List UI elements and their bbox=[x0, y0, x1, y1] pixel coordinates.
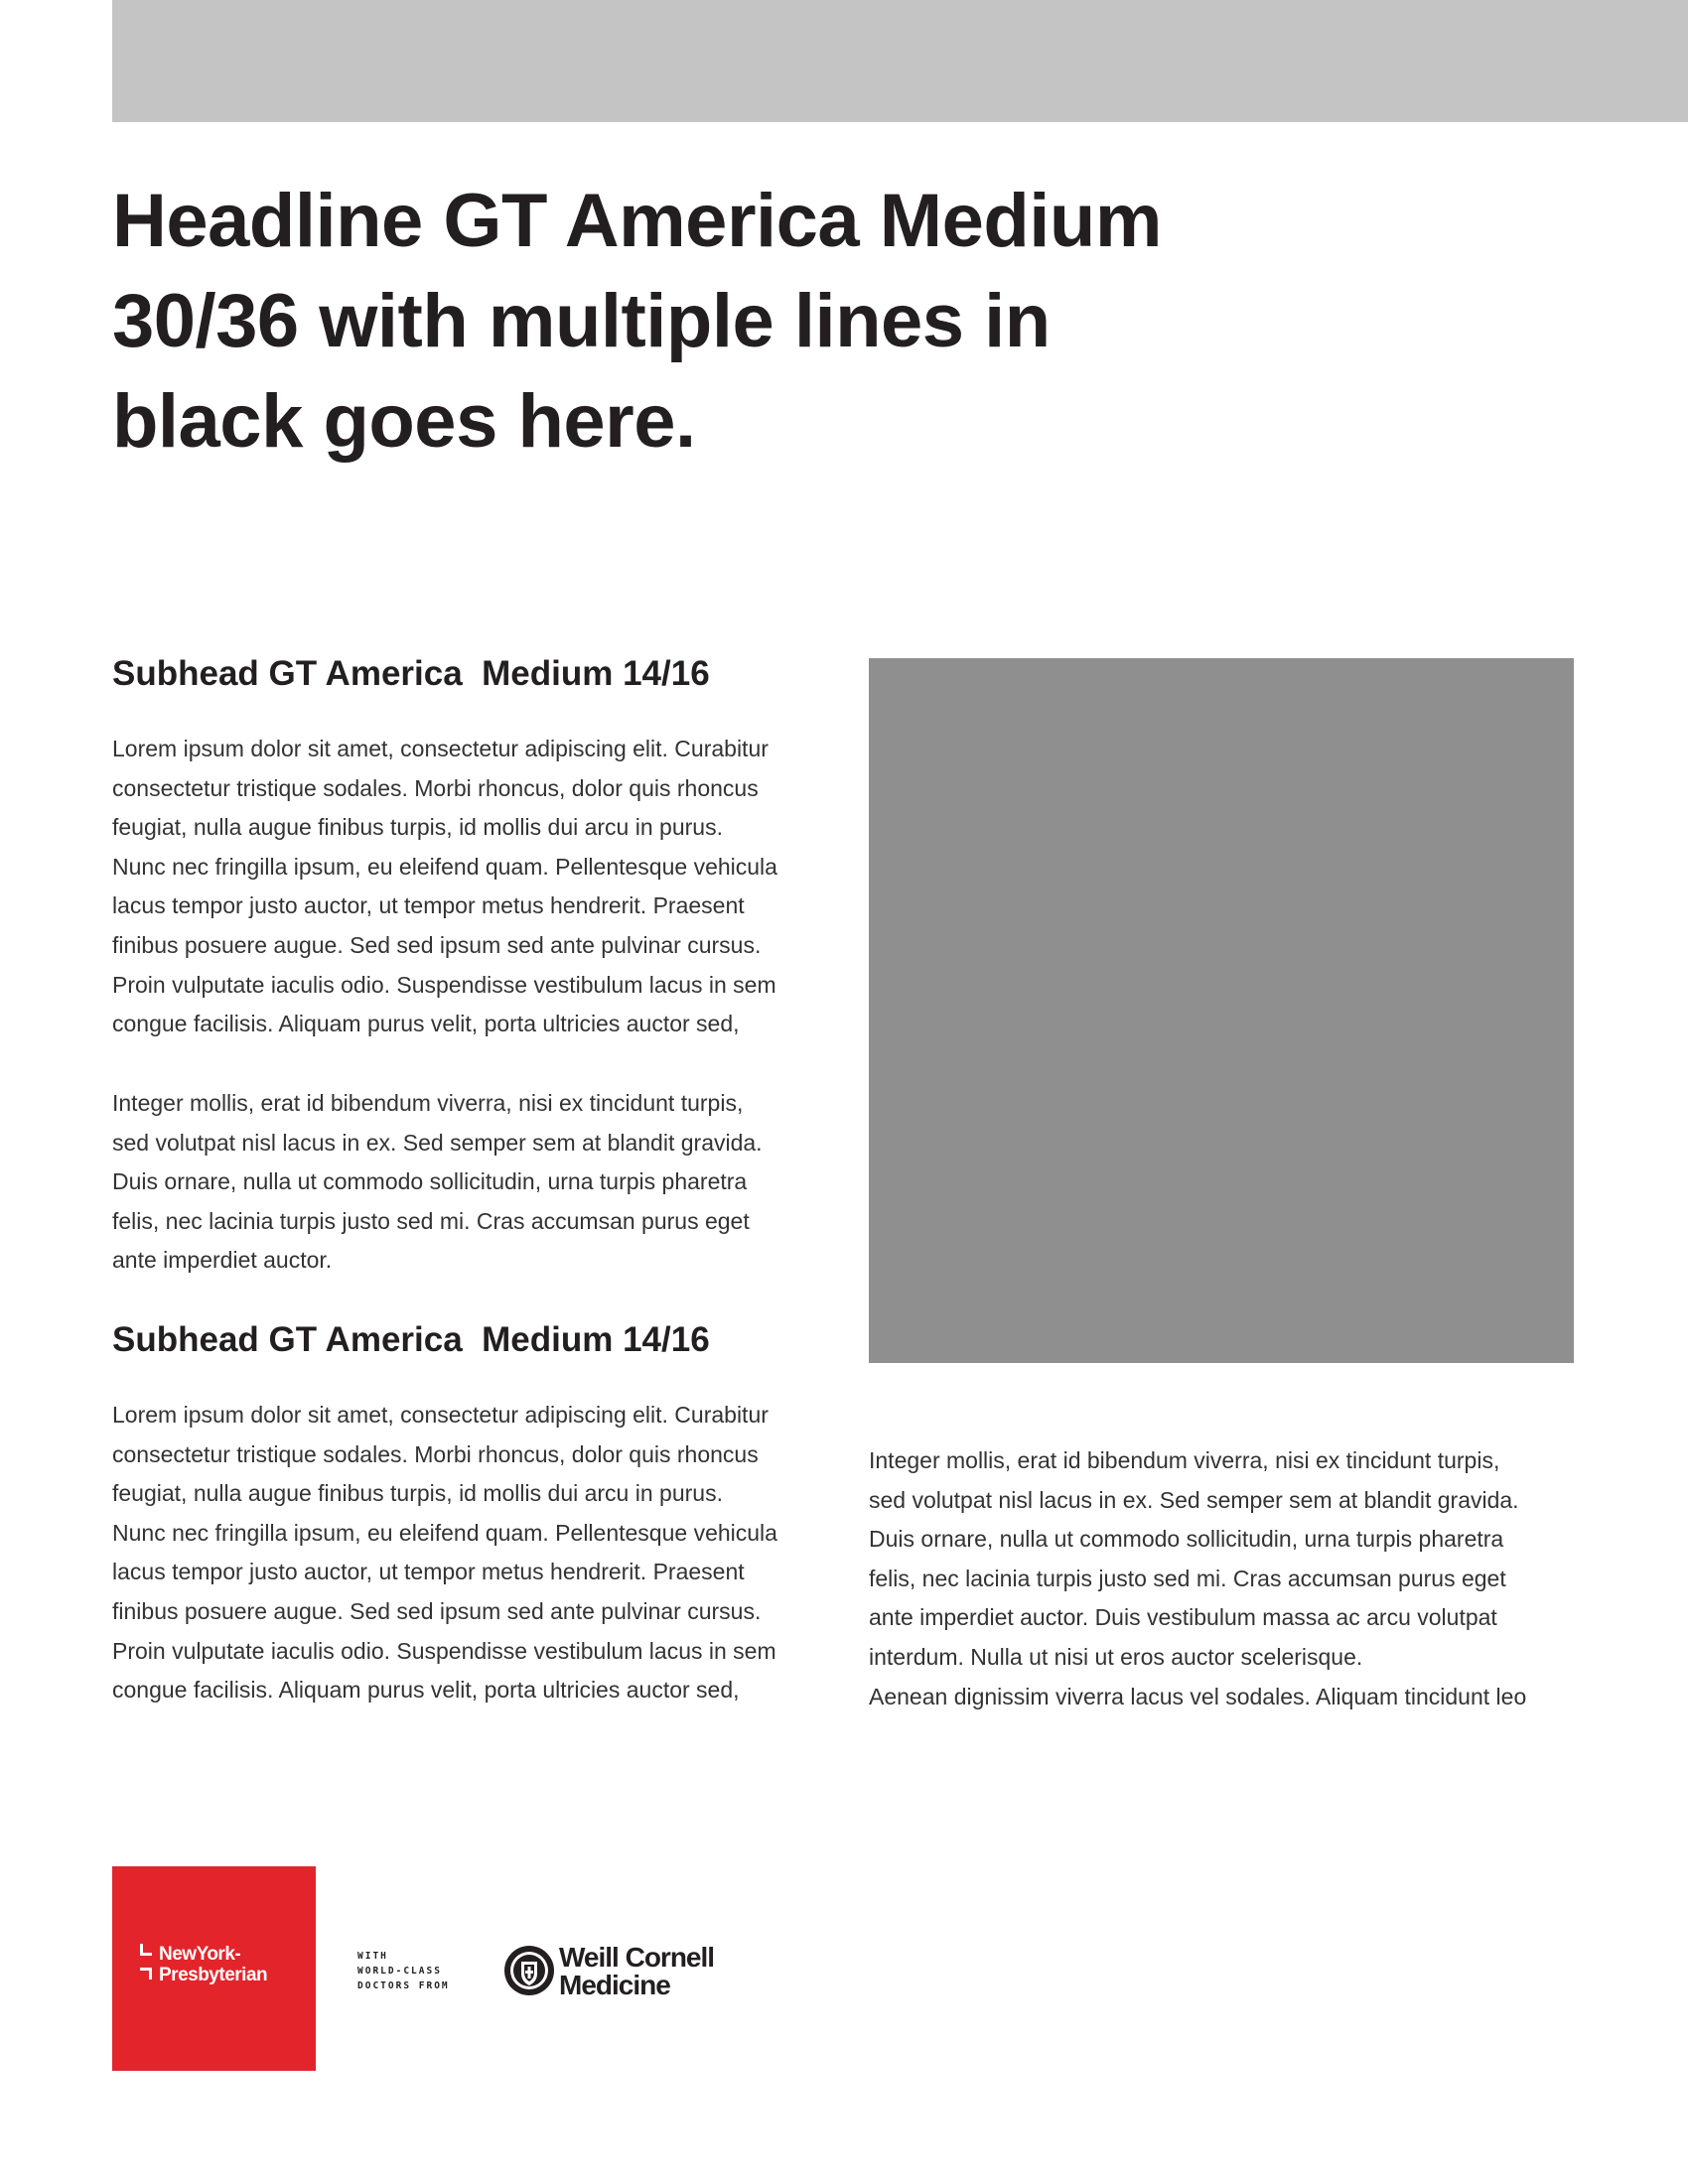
section-2-paragraph-1 bbox=[112, 1396, 847, 1710]
text-line: Proin vulputate iaculis odio. Suspendisse vestibulum lacus in sem bbox=[112, 971, 776, 998]
text-line: Aenean dignissim viverra lacus vel sodales. Aliquam tincidunt leo bbox=[869, 1683, 1527, 1709]
text-line: Duis ornare, nulla ut commodo sollicitudin, urna turpis pharetra bbox=[869, 1526, 1504, 1553]
text-line: ante imperdiet auctor. bbox=[112, 1247, 333, 1274]
nyp-logo-text bbox=[159, 1944, 267, 1985]
with-line: DOCTORS FROM bbox=[357, 1980, 450, 1991]
section-1-paragraph-1 bbox=[112, 730, 847, 1044]
nyp-logo-line: Presbyterian bbox=[159, 1965, 268, 1985]
text-line: ante imperdiet auctor. Duis vestibulum massa ac arcu volutpat bbox=[869, 1604, 1497, 1631]
weill-cornell-seal-icon bbox=[502, 1944, 556, 1997]
text-line: Lorem ipsum dolor sit amet, consectetur adipiscing elit. Curabitur bbox=[112, 1402, 769, 1428]
text-line: consectetur tristique sodales. Morbi rhoncus, dolor quis rhoncus bbox=[112, 1440, 759, 1467]
wcm-logo-line: Weill Cornell bbox=[559, 1942, 715, 1973]
top-banner-bar bbox=[112, 0, 1688, 122]
text-line: lacus tempor justo auctor, ut tempor metus hendrerit. Praesent bbox=[112, 1559, 745, 1585]
image-placeholder bbox=[869, 658, 1574, 1363]
text-line: Lorem ipsum dolor sit amet, consectetur adipiscing elit. Curabitur bbox=[112, 736, 769, 761]
wcm-logo-line: Medicine bbox=[559, 1970, 670, 2000]
text-line: Duis ornare, nulla ut commodo sollicitudin, urna turpis pharetra bbox=[112, 1168, 748, 1195]
text-line: Nunc nec fringilla ipsum, eu eleifend quam. Pellentesque vehicula bbox=[112, 1519, 777, 1546]
headline-line: Headline GT America Medium bbox=[112, 179, 1162, 263]
text-line: Nunc nec fringilla ipsum, eu eleifend quam. Pellentesque vehicula bbox=[112, 853, 777, 880]
with-world-class-doctors-text bbox=[357, 1949, 450, 1993]
page-headline bbox=[112, 171, 1304, 472]
headline-line: 30/36 with multiple lines in bbox=[112, 279, 1051, 363]
headline-line: black goes here. bbox=[112, 379, 696, 464]
nyp-bracket-icon bbox=[140, 1944, 152, 1983]
text-line: Integer mollis, erat id bibendum viverra, nisi ex tincidunt turpis, bbox=[112, 1090, 744, 1116]
section-1-paragraph-2 bbox=[112, 1084, 847, 1281]
text-line: interdum. Nulla ut nisi ut eros auctor scelerisque. bbox=[869, 1643, 1363, 1670]
with-line: WITH bbox=[357, 1951, 388, 1962]
weill-cornell-medicine-logo-text bbox=[559, 1944, 714, 1999]
text-line: consectetur tristique sodales. Morbi rhoncus, dolor quis rhoncus bbox=[112, 774, 759, 801]
text-line: finibus posuere augue. Sed sed ipsum sed ante pulvinar cursus. bbox=[112, 931, 762, 958]
text-line: sed volutpat nisl lacus in ex. Sed semper sem at blandit gravida. bbox=[112, 1129, 763, 1156]
text-line: felis, nec lacinia turpis justo sed mi. Cras accumsan purus eget bbox=[869, 1565, 1506, 1591]
text-line: sed volutpat nisl lacus in ex. Sed semper sem at blandit gravida. bbox=[869, 1486, 1519, 1513]
text-line: lacus tempor justo auctor, ut tempor metus hendrerit. Praesent bbox=[112, 892, 745, 919]
text-line: congue facilisis. Aliquam purus velit, porta ultricies auctor sed, bbox=[112, 1677, 740, 1704]
text-line: Proin vulputate iaculis odio. Suspendisse vestibulum lacus in sem bbox=[112, 1637, 776, 1664]
newyork-presbyterian-logo bbox=[112, 1866, 316, 2071]
text-line: feugiat, nulla augue finibus turpis, id mollis dui arcu in purus. bbox=[112, 814, 723, 841]
right-column-paragraph bbox=[869, 1441, 1584, 1716]
text-line: congue facilisis. Aliquam purus velit, porta ultricies auctor sed, bbox=[112, 1011, 740, 1037]
text-line: feugiat, nulla augue finibus turpis, id mollis dui arcu in purus. bbox=[112, 1480, 723, 1507]
text-line: Integer mollis, erat id bibendum viverra, nisi ex tincidunt turpis, bbox=[869, 1447, 1500, 1473]
section-1-subhead: Subhead GT America Medium 14/16 bbox=[112, 654, 710, 693]
with-line: WORLD-CLASS bbox=[357, 1966, 442, 1977]
text-line: finibus posuere augue. Sed sed ipsum sed ante pulvinar cursus. bbox=[112, 1597, 762, 1624]
nyp-logo-line: NewYork- bbox=[159, 1944, 241, 1965]
text-line: felis, nec lacinia turpis justo sed mi. Cras accumsan purus eget bbox=[112, 1207, 750, 1234]
section-2-subhead: Subhead GT America Medium 14/16 bbox=[112, 1320, 710, 1359]
